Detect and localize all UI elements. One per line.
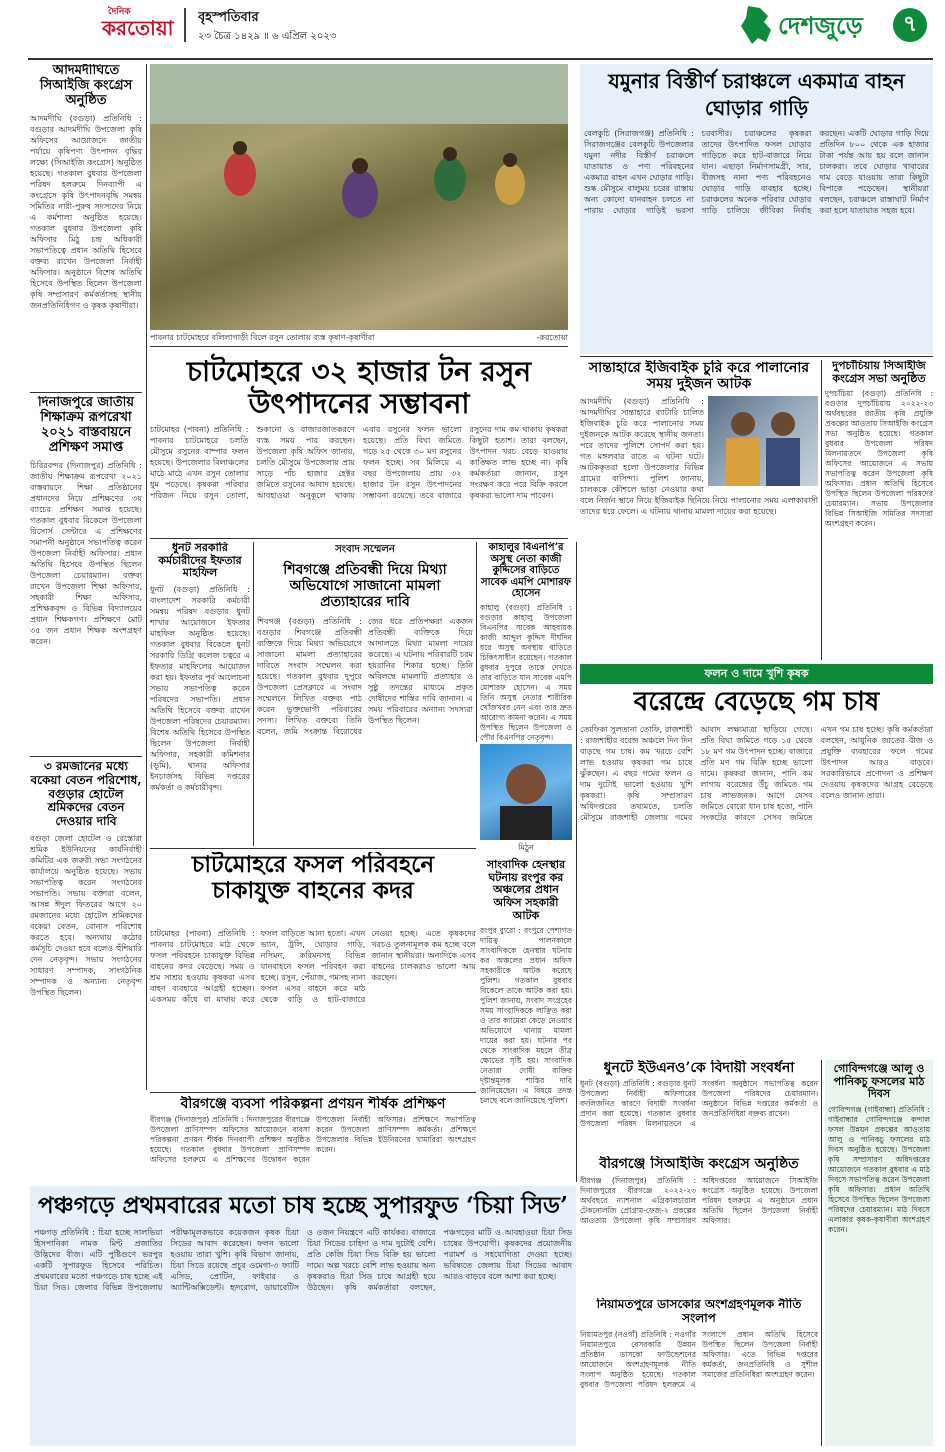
headline: দুপচাঁচিয়ায় সিআইজি কংগ্রেস সভা অনুষ্ঠিত [832, 360, 926, 385]
article-body: রংপুর ব্যুরো : রংপুরে পেশাগত দায়িত্ব পালনকালে সাংবাদিককে হেনস্থার ঘটনায় কর অঞ্চলের প্রধান অফিস সহকারীকে আটক করেছে পুলিশ। গতকাল বুধবার বিকেলে তাকে আটক করা হয়। পুলিশ জানায়, সংবাদ সংগ্রহের সময় সাংবাদিককে লাঞ্ছিত করা ও তার ক্যামেরা কেড়ে নেওয়ার অভিযোগে থানায় মামলা দায়ের করা হয়। ঘটনার পর থেকে সাংবাদিক মহলে তীব্র ক্ষোভের সৃষ্টি হয়। সাংবাদিক নেতারা দোষী ব্যক্তির দৃষ্টান্তমূলক শাস্তির দাবি জানিয়েছেন। এ বিষয়ে তদন্ত চলছে বলে জানিয়েছে পুলিশ। [480, 926, 572, 1106]
section-title: দেশজুড়ে [778, 11, 863, 40]
article-body: পঞ্চগড় প্রতিনিধি : চিয়া হচ্ছে সালভিয়া হিসপানিকা নামক মিন্ট প্রজাতির উদ্ভিদের বীজ। এটি পুষ্টিগুণে ভরপুর একটি সুপারফুড হিসেবে পরিচিত। প্রথমবারের মতো পঞ্চগড়ে চাষ হচ্ছে এই চিয়া সিড। জেলার বিভিন্ন উপজেলায় পরীক্ষামূলকভাবে কয়েকজন কৃষক চিয়া সিডের আবাদ করেছেন। ফলন ভালো হওয়ায় তারা খুশি। কৃষি বিভাগ জানায়, চিয়া সিডে রয়েছে প্রচুর ওমেগা-৩ ফ্যাটি এসিড, প্রোটিন, ফাইবার ও অ্যান্টিঅক্সিডেন্ট। হৃদরোগ, ডায়াবেটিস ও ওজন নিয়ন্ত্রণে এটি কার্যকর। বাজারে চিয়া সিডের চাহিদা ও দাম দুটোই বেশি। প্রতি কেজি চিয়া সিড বিক্রি হয় ভালো দামে। অল্প খরচে বেশি লাভ হওয়ায় অন্য কৃষকরাও চিয়া সিড চাষে আগ্রহী হয়ে উঠছেন। কৃষি কর্মকর্তারা বলছেন, পঞ্চগড়ের মাটি ও আবহাওয়া চিয়া সিড চাষের উপযোগী। কৃষকদের প্রয়োজনীয় পরামর্শ ও সহযোগিতা দেওয়া হচ্ছে। ভবিষ্যতে জেলায় চিয়া সিডের আবাদ আরও বাড়বে বলে আশা করা হচ্ছে। [34, 1228, 572, 1293]
headline: শিবগঞ্জে প্রতিবন্ধী দিয়ে মিথ্যা অভিযোগে সাজানো মামলা প্রত্যাহারের দাবি [283, 562, 447, 611]
paper-logo [30, 4, 180, 48]
headline: বীরগঞ্জে ব্যবসা পরিকল্পনা প্রণয়ন শীর্ষক প্রশিক্ষণ [180, 1096, 446, 1112]
article-body: চিরিরবন্দর (দিনাজপুর) প্রতিনিধি : জাতীয় শিক্ষাক্রম রূপরেখা ২০২১ বাস্তবায়নে শিক্ষা প্রতিষ্ঠানের প্রধানদের নিয়ে প্রশিক্ষণের ৩য় ব্যাচের প্রশিক্ষণ সমাপ্ত হয়েছে। গতকাল বুধবার বিকেলে উপজেলা রিসোর্স সেন্টারে এ প্রশিক্ষণের সমাপনী অনুষ্ঠানে সভাপতিত্ব করেন উপজেলা নির্বাহী অফিসার। প্রধান অতিথি হিসেবে উপস্থিত ছিলেন উপজেলা চেয়ারম্যান। বক্তব্য রাখেন উপজেলা শিক্ষা অফিসার, সহকারী শিক্ষা অফিসার, প্রশিক্ষকবৃন্দ ও বিভিন্ন বিদ্যালয়ের প্রধান শিক্ষকগণ। প্রশিক্ষণে মোট ৩৫ জন প্রধান শিক্ষক অংশগ্রহণ করেন। [30, 460, 142, 646]
column-rule [821, 360, 822, 660]
column-rule [821, 1060, 822, 1446]
headline: নিয়ামতপুরে ডাসকোর অংশগ্রহণমূলক নীতি সংলাপ [596, 1298, 802, 1325]
article-kahalu [480, 542, 572, 742]
divider [30, 392, 142, 393]
article-hotel-workers [30, 760, 142, 1090]
article-dhunat-iftar [150, 542, 250, 846]
headline: আদমদীঘিতে সিআইজি কংগ্রেস অনুষ্ঠিত [39, 64, 133, 108]
divider [30, 756, 142, 757]
column-rule [253, 542, 254, 846]
article-gobindaganj [825, 1060, 933, 1446]
article-body: ধুনট (বগুড়া) প্রতিনিধি : বাংলাদেশ সরকারি কর্মচারী সমন্বয় পরিষদ বগুড়ার ধুনট শাখার আয়োজনে ইফতার মাহফিল অনুষ্ঠিত হয়েছে। গতকাল বুধবার বিকেলে ধুনট সরকারি ডিগ্রি কলেজ চত্বরে এ ইফতার মাহফিলের আয়োজন করা হয়। ইফতার পূর্ব আলোচনা সভায় সভাপতিত্ব করেন পরিষদের সভাপতি। প্রধান অতিথি হিসেবে বক্তব্য রাখেন উপজেলা পরিষদের চেয়ারম্যান। বিশেষ অতিথি হিসেবে উপস্থিত ছিলেন উপজেলা নির্বাহী অফিসার, সহকারী কমিশনার (ভূমি), থানার অফিসার ইনচার্জসহ বিভিন্ন দপ্তরের কর্মকর্তা ও কর্মচারীবৃন্দ। [150, 584, 250, 792]
headline: সাংবাদিক হেনস্থার ঘটনায় রংপুর কর অঞ্চলের প্রধান অফিস সহকারী আটক [486, 858, 566, 922]
photo-caption: মিঠুন [518, 843, 534, 852]
article-dupchanchia [825, 360, 933, 660]
paper-logo-name: করতোয়া [102, 16, 174, 40]
divider [580, 356, 933, 357]
article-body: গোবিন্দগঞ্জ (গাইবান্ধা) প্রতিনিধি : গাইবান্ধার গোবিন্দগঞ্জে কন্দাল ফসল উন্নয়ন প্রকল্পের আওতায় আলু ও পানিকচু ফসলের মাঠ দিবস অনুষ্ঠিত হয়েছে। উপজেলা কৃষি সম্প্রসারণ অধিদপ্তরের আয়োজনে গতকাল বুধবার এ মাঠ দিবসে সভাপতিত্ব করেন উপজেলা কৃষি অফিসার। প্রধান অতিথি হিসেবে উপস্থিত ছিলেন উপজেলা পরিষদের চেয়ারম্যান। মাঠ দিবসে এলাকার কৃষক-কৃষাণীরা অংশগ্রহণ করেন। [828, 1104, 930, 1234]
headline: ৩ রমজানের মধ্যে বকেয়া বেতন পরিশোধ, বগুড়ার হোটেল শ্রমিকদের বেতন দেওয়ার দাবি [30, 760, 142, 829]
page-number: ৭ [893, 8, 927, 42]
article-body: আদমদীঘি (বগুড়া) প্রতিনিধি : বগুড়ার আদমদীঘি উপজেলা কৃষি অফিসের আয়োজনে জাতীয় পর্যায়ে কৃষিপণ্য উৎপাদন বৃদ্ধির লক্ষ্যে (সিআইজি কংগ্রেস) অনুষ্ঠিত হয়েছে। গতকাল বুধবার উপজেলা পরিষদ হলরুমে দিনব্যাপী এ কংগ্রেসে কৃষি উৎপাদনবৃদ্ধি সমন্বয় সমিতির নারী-পুরুষ সদস্যদের নিয়ে এ কর্মশালা অনুষ্ঠিত হয়েছে। গতকাল বুধবার উপজেলা কৃষি অফিসার মিঠু চন্দ্র অধিকারী সভাপতিত্বে প্রধান অতিথি হিসেবে বক্তব্য রাখেন উপজেলা নির্বাহী অফিসার। অনুষ্ঠানে বিশেষ অতিথি হিসেবে উপস্থিত ছিলেন উপজেলা কৃষি সম্প্রসারণ কর্মকর্তাসহ স্থানীয় জনপ্রতিনিধিগণ ও কৃষক কৃষাণীরা। [30, 113, 142, 310]
article-jamuna [580, 64, 933, 354]
arrested-persons-photo [708, 396, 818, 486]
headline: বীরগঞ্জে সিআইজি কংগ্রেস অনুষ্ঠিত [599, 1156, 799, 1172]
divider [150, 848, 476, 849]
article-body: চাটমোহর (পাবনা) প্রতিনিধি : পাবনার চাটমোহরে চলতি মৌসুমে রসুনের বাম্পার ফলন হয়েছে। উপজেলার বিলাঞ্চলের মাঠে মাঠে এখন রসুন তোলার ধুম পড়েছে। কৃষকরা পরিবার পরিজন নিয়ে রসুন তোলা, শুকানো ও বাজারজাতকরণে ব্যস্ত সময় পার করছেন। উপজেলা কৃষি অফিস জানায়, চলতি মৌসুমে উপজেলায় প্রায় সাড়ে পাঁচ হাজার হেক্টর জমিতে রসুনের আবাদ হয়েছে। আবহাওয়া অনুকূলে থাকায় এবার রসুনের ফলন ভালো হয়েছে। প্রতি বিঘা জমিতে গড়ে ২৫ থেকে ৩০ মণ রসুনের ফলন হচ্ছে। সব মিলিয়ে এ বছর উপজেলায় প্রায় ৩২ হাজার টন রসুন উৎপাদনের সম্ভাবনা রয়েছে। তবে বাজারে রসুনের দাম কম থাকায় কৃষকরা কিছুটা হতাশ। তারা বলছেন, উৎপাদন খরচ বেড়ে যাওয়ায় কাঙ্ক্ষিত লাভ হচ্ছে না। কৃষি কর্মকর্তারা জানান, রসুন সংরক্ষণ করে পরে বিক্রি করলে কৃষকরা ভালো দাম পাবেন। [150, 425, 568, 500]
photo-caption: পাবনার চাটমোহরে বলিলাগাড়ী বিলে রসুন তোলায় ব্যস্ত কৃষাণ-কৃষাণীরা [150, 333, 375, 342]
article-body: কাহালু (বগুড়া) প্রতিনিধি : বগুড়ার কাহালু উপজেলা বিএনপির সাবেক আহবায়ক কাজী আব্দুল কুদ্দিস দীর্ঘদিন ধরে অসুস্থ অবস্থায় বাড়িতে চিকিৎসাধীন রয়েছেন। গতকাল বুধবার দুপুরে তাকে দেখতে তার বাড়িতে যান সাবেক এমপি মোশারফ হোসেন। এ সময় তিনি অসুস্থ নেতার শারীরিক খোঁজখবর নেন এবং তার দ্রুত আরোগ্য কামনা করেন। এ সময় উপস্থিত ছিলেন উপজেলা ও পৌর বিএনপির নেতৃবৃন্দ। [480, 602, 572, 742]
paper-logo-small: দৈনিক [108, 7, 131, 17]
headline: দিনাজপুরে জাতীয় শিক্ষাক্রম রূপরেখা ২০২১ বাস্তবায়নে প্রশিক্ষণ সমাপ্ত [38, 396, 134, 455]
article-body: শিবগঞ্জ (বগুড়া) প্রতিনিধি : বগুড়ার শিবগঞ্জে প্রতিবন্ধী ব্যক্তিকে দিয়ে মিথ্যা অভিযোগে সাজানো মামলা প্রত্যাহারের দাবিতে সংবাদ সম্মেলন করা হয়েছে। গতকাল বুধবার দুপুরে উপজেলা প্রেসক্লাবে এ সংবাদ সম্মেলনে লিখিত বক্তব্য পাঠ করেন ভুক্তভোগী পরিবারের সদস্য। লিখিত বক্তব্যে তিনি বলেন, জমি সংক্রান্ত বিরোধের জের ধরে প্রতিপক্ষরা একজন প্রতিবন্ধী ব্যক্তিকে দিয়ে আদালতে মিথ্যা মামলা দায়ের করেছে। এ ঘটনায় পরিবারটি চরম হয়রানির শিকার হচ্ছে। তিনি অবিলম্বে মামলাটি প্রত্যাহার ও সুষ্ঠু তদন্তের মাধ্যমে প্রকৃত দোষীদের শাস্তির দাবি জানান। এ সময় পরিবারের অন্যান্য সদস্যরা উপস্থিত ছিলেন। [257, 617, 473, 737]
masthead-date: ২৩ চৈত্র ১৪২৯ ॥ ৬ এপ্রিল ২০২৩ [198, 31, 337, 42]
article-dinajpur-curriculum [30, 396, 142, 754]
masthead-rule [28, 58, 933, 60]
article-body: আদমদীঘি (বগুড়া) প্রতিনিধি : আদমদীঘির সান্তাহারে ব্যাটারি চালিত ইজিবাইক চুরি করে পালানোর সময় দুইজনকে আটক করেছে স্থানীয় জনতা। পরে তাদের পুলিশে সোপর্দ করা হয়। গত মঙ্গলবার রাতে এ ঘটনা ঘটে। আটককৃতরা হলো উপজেলার বিভিন্ন গ্রামের বাসিন্দা। পুলিশ জানায়, চালককে কৌশলে ভাড়া নেওয়ার কথা বলে নির্জন স্থানে নিয়ে ইজিবাইক ছিনিয়ে নিয়ে পালানোর সময় এলাকাবাসী তাদের ধরে ফেলে। এ ঘটনায় থানায় মামলা দায়ের করা হয়েছে। [580, 397, 818, 517]
headline: চাটমোহরে ৩২ হাজার টন রসুন উৎপাদনের সম্ভাবনা [186, 355, 532, 420]
article-body: বেলকুচি (সিরাজগঞ্জ) প্রতিনিধি : সিরাজগঞ্জের বেলকুচি উপজেলার যমুনা নদীর বিস্তীর্ণ চরাঞ্চলে যাতায়াত ও পণ্য পরিবহনের একমাত্র বাহন এখন ঘোড়ার গাড়ি। শুষ্ক মৌসুমে বালুময় চরের রাস্তায় অন্য কোনো যানবাহন চলতে না পারায় ঘোড়ার গাড়িই ভরসা চরবাসীর। চরাঞ্চলের কৃষকরা তাদের উৎপাদিত ফসল ঘোড়ার গাড়িতে করে হাট-বাজারে নিয়ে যান। এছাড়া নির্মাণসামগ্রী, সার, বীজসহ নানা পণ্য পরিবহনেও ঘোড়ার গাড়ি ব্যবহার হচ্ছে। চরাঞ্চলের অনেক পরিবার ঘোড়ার গাড়ি চালিয়ে জীবিকা নির্বাহ করছেন। একটি ঘোড়ার গাড়ি দিয়ে প্রতিদিন ৮০০ থেকে এক হাজার টাকা পর্যন্ত আয় হয় বলে জানান চালকরা। তবে ঘোড়ার খাবারের দাম বেড়ে যাওয়ায় তারা কিছুটা বিপাকে পড়েছেন। স্থানীয়রা বলছেন, চরাঞ্চলে রাস্তাঘাট নির্মাণ করা হলে যাতায়াত সহজ হবে। [584, 129, 929, 215]
article-body: চাটমোহর (পাবনা) প্রতিনিধি : পাবনার চাটমোহরে মাঠ থেকে ফসল পরিবহনে চাকাযুক্ত বিভিন্ন বাহনের কদর বেড়েছে। সময় ও শ্রম সাশ্রয় হওয়ায় কৃষকরা এসব বাহন ব্যবহারে আগ্রহী হচ্ছেন। একসময় কাঁধে বা মাথায় করে ফসল বাড়িতে আনা হতো। এখন ভ্যান, ট্রলি, ঘোড়ার গাড়ি, নসিমন, করিমনসহ বিভিন্ন যানবাহনে ফসল পরিবহন করা হচ্ছে। রসুন, পেঁয়াজ, গমসহ নানা ফসল এসব বাহনে করে মাঠ থেকে বাড়ি ও হাট-বাজারে নেওয়া হচ্ছে। এতে কৃষকদের খরচও তুলনামূলক কম হচ্ছে বলে জানান স্থানীয়রা। অন্যদিকে এসব বাহনের চালকরাও ভালো আয় করছেন। [150, 929, 476, 1004]
section-band: ফলন ও দামে খুশি কৃষক [580, 664, 933, 684]
headline: যমুনার বিস্তীর্ণ চরাঞ্চলে একমাত্র বাহন ঘোড়ার গাড়ি [608, 69, 905, 120]
masthead-day: বৃহস্পতিবার [198, 10, 259, 25]
article-niamatpur [580, 1298, 818, 1446]
bangladesh-map-icon [738, 4, 774, 46]
article-body: নিয়ামতপুর (নওগাঁ) প্রতিনিধি : নওগাঁর নিয়ামতপুরে বেসরকারি উন্নয়ন প্রতিষ্ঠান ডাসকো ফাউন্ডেশনের আয়োজনে অংশগ্রহণমূলক নীতি সংলাপ অনুষ্ঠিত হয়েছে। গতকাল বুধবার উপজেলা পরিষদ হলরুমে এ সংলাপে প্রধান অতিথি হিসেবে উপস্থিত ছিলেন উপজেলা নির্বাহী অফিসার। এতে বিভিন্ন দপ্তরের কর্মকর্তা, জনপ্রতিনিধি ও সুশীল সমাজের প্রতিনিধিরা অংশগ্রহণ করেন। [580, 1329, 818, 1389]
article-shibganj [257, 542, 473, 846]
headline: ধুনটে ইউএনও’কে বিদায়ী সংবর্ধনা [603, 1060, 795, 1076]
divider [150, 538, 568, 539]
article-birganj-cig [580, 1156, 818, 1294]
article-adamdighi [30, 64, 142, 390]
headline: ধুনট সরকারি কর্মচারীদের ইফতার মাহফিল [158, 542, 242, 580]
headline: সান্তাহারে ইজিবাইক চুরি করে পালানোর সময় দুইজন আটক [588, 360, 810, 393]
headline: বরেন্দ্রে বেড়েছে গম চাষ [633, 688, 880, 717]
masthead-divider [184, 8, 186, 42]
article-body: বীরগঞ্জ (দিনাজপুর) প্রতিনিধি : দিনাজপুরের বীরগঞ্জে উপজেলা প্রাণিসম্পদ অফিসের আয়োজনে ব্যবসা পরিকল্পনা প্রণয়ন শীর্ষক দিনব্যাপী প্রশিক্ষণ অনুষ্ঠিত হয়েছে। গতকাল বুধবার উপজেলা প্রাণিসম্পদ অফিসের হলরুমে এ প্রশিক্ষণের উদ্বোধন করেন উপজেলা নির্বাহী অফিসার। প্রশিক্ষণে সভাপতিত্ব করেন উপজেলা প্রাণিসম্পদ কর্মকর্তা। প্রশিক্ষণে উপজেলার বিভিন্ন ইউনিয়নের খামারিরা অংশগ্রহণ করেন। [150, 1115, 476, 1165]
article-wheat [580, 688, 933, 1054]
article-santahar [580, 360, 818, 660]
article-rangpur [480, 744, 572, 1180]
column-rule [576, 542, 577, 1182]
article-body: তোফিকা সুলতানা তোফি, রাজশাহী : রাজশাহীর বরেন্দ্র অঞ্চলে দিন দিন বাড়ছে গম চাষ। কম খরচে বেশি লাভ হওয়ায় কৃষকরা গম চাষে ঝুঁকছেন। এ বছর গমের ফলন ও দাম দুটোই ভালো হওয়ায় খুশি কৃষকরা। কৃষি সম্প্রসারণ অধিদপ্তরের তথ্যমতে, চলতি মৌসুমে রাজশাহী জেলায় গমের আবাদ লক্ষ্যমাত্রা ছাড়িয়ে গেছে। প্রতি বিঘা জমিতে গড়ে ১৫ থেকে ১৮ মণ গম উৎপাদন হচ্ছে। বাজারে প্রতি মণ গম বিক্রি হচ্ছে ভালো দামে। কৃষকরা জানান, পানি কম লাগায় বরেন্দ্রের উঁচু জমিতে গম চাষ লাভজনক। আগে যেসব জমিতে বোরো ধান চাষ হতো, পানি সংকটের কারণে সেসব জমিতে এখন গম চাষ হচ্ছে। কৃষি কর্মকর্তারা বলছেন, আধুনিক জাতের বীজ ও প্রযুক্তি ব্যবহারের ফলে গমের উৎপাদন আরও বাড়বে। সরকারিভাবে প্রণোদনা ও প্রশিক্ষণ দেওয়ায় কৃষকদের আগ্রহ বেড়েছে বলেও জানান তারা। [580, 724, 933, 822]
column-rule [476, 542, 477, 742]
article-body: বীরগঞ্জ (দিনাজপুর) প্রতিনিধি : দিনাজপুরের বীরগঞ্জে ২০২২-২৩ অর্থবছরে ন্যাশনাল এগ্রিকালচারাল টেকনোলজি প্রোগ্রাম-ফেজ-২ প্রকল্পের আওতায় উপজেলা কৃষি সম্প্রসারণ অধিদপ্তরের আয়োজনে সিআইজি কংগ্রেস অনুষ্ঠিত হয়েছে। উপজেলা পরিষদ হলরুমে এ অনুষ্ঠানে প্রধান অতিথি ছিলেন উপজেলা নির্বাহী অফিসার। [580, 1176, 818, 1226]
article-body: বগুড়া জেলা হোটেল ও রেস্তোরা শ্রমিক ইউনিয়নের কার্যনির্বাহী কমিটির এক জরুরী সভা সংগঠনের কার্যালয়ে অনুষ্ঠিত হয়েছে। সভায় সভাপতিত্ব করেন সংগঠনের সভাপতি। সভায় বক্তারা বলেন, আসন্ন ঈদুল ফিতরের আগে ২০ রমজানের মধ্যে হোটেল শ্রমিকদের বকেয়া বেতন, বোনাস পরিশোধ করতে হবে। অন্যথায় কঠোর কর্মসূচি দেওয়া হবে বলেও হুঁশিয়ারি দেন নেতৃবৃন্দ। সভায় সংগঠনের সাধারণ সম্পাদক, সাংগঠনিক সম্পাদক ও অন্যান্য নেতৃবৃন্দ উপস্থিত ছিলেন। [30, 833, 142, 997]
divider [150, 346, 568, 347]
article-body: দুপচাঁচিয়া (বগুড়া) প্রতিনিধি : বগুড়ার দুপচাঁচিয়ায় ২০২২-২৩ অর্থবছরের জাতীয় কৃষি প্রযুক্তি প্রকল্পের আওতায় সিআইজি কংগ্রেস সভা অনুষ্ঠিত হয়েছে। গতকাল বুধবার উপজেলা পরিষদ মিলনায়তনে উপজেলা কৃষি অফিসের আয়োজনে এ সভায় সভাপতিত্ব করেন উপজেলা কৃষি অফিসার। প্রধান অতিথি হিসেবে উপস্থিত ছিলেন উপজেলা পরিষদের চেয়ারম্যান। সভায় উপজেলার বিভিন্ন সিআইজি সমিতির সদস্যরা অংশগ্রহণ করেন। [825, 389, 933, 529]
kicker: সংবাদ সম্মেলন [335, 544, 395, 555]
headline: গোবিন্দগঞ্জে আলু ও পানিকচু ফসলের মাঠ দিবস [833, 1062, 925, 1101]
masthead [0, 0, 945, 60]
column-rule [146, 64, 147, 1090]
article-body: ধুনট (বগুড়া) প্রতিনিধি : বগুড়ার ধুনট উপজেলা নির্বাহী অফিসারের বদলিজনিত কারণে বিদায়ী সংবর্ধনা প্রদান করা হয়েছে। গতকাল বুধবার উপজেলা পরিষদ মিলনায়তনে এ সংবর্ধনা অনুষ্ঠানে সভাপতিত্ব করেন উপজেলা পরিষদের চেয়ারম্যান। অনুষ্ঠানে বিভিন্ন দপ্তরের কর্মকর্তা ও জনপ্রতিনিধিরা বক্তব্য রাখেন। [580, 1079, 818, 1129]
article-dhunat-uno [580, 1060, 818, 1152]
article-birganj-training [150, 1096, 476, 1182]
garlic-harvest-photo [150, 64, 568, 330]
photo-credit: -করতোয়া [536, 333, 568, 342]
headline: চাটমোহরে ফসল পরিবহনে চাকাযুক্ত বাহনের কদর [191, 852, 435, 905]
portrait-photo [480, 744, 572, 840]
headline: পঞ্চগড়ে প্রথমবারের মতো চাষ হচ্ছে সুপারফুড ‘চিয়া সিড’ [38, 1192, 568, 1219]
headline: কাহালুর বিএনপি’র অসুস্থ নেতা কাজী কুদ্দিসের বাড়িতে সাবেক এমপি মোশারফ হোসেন [481, 542, 571, 599]
article-chia-seed [30, 1186, 576, 1446]
divider [150, 1092, 476, 1093]
